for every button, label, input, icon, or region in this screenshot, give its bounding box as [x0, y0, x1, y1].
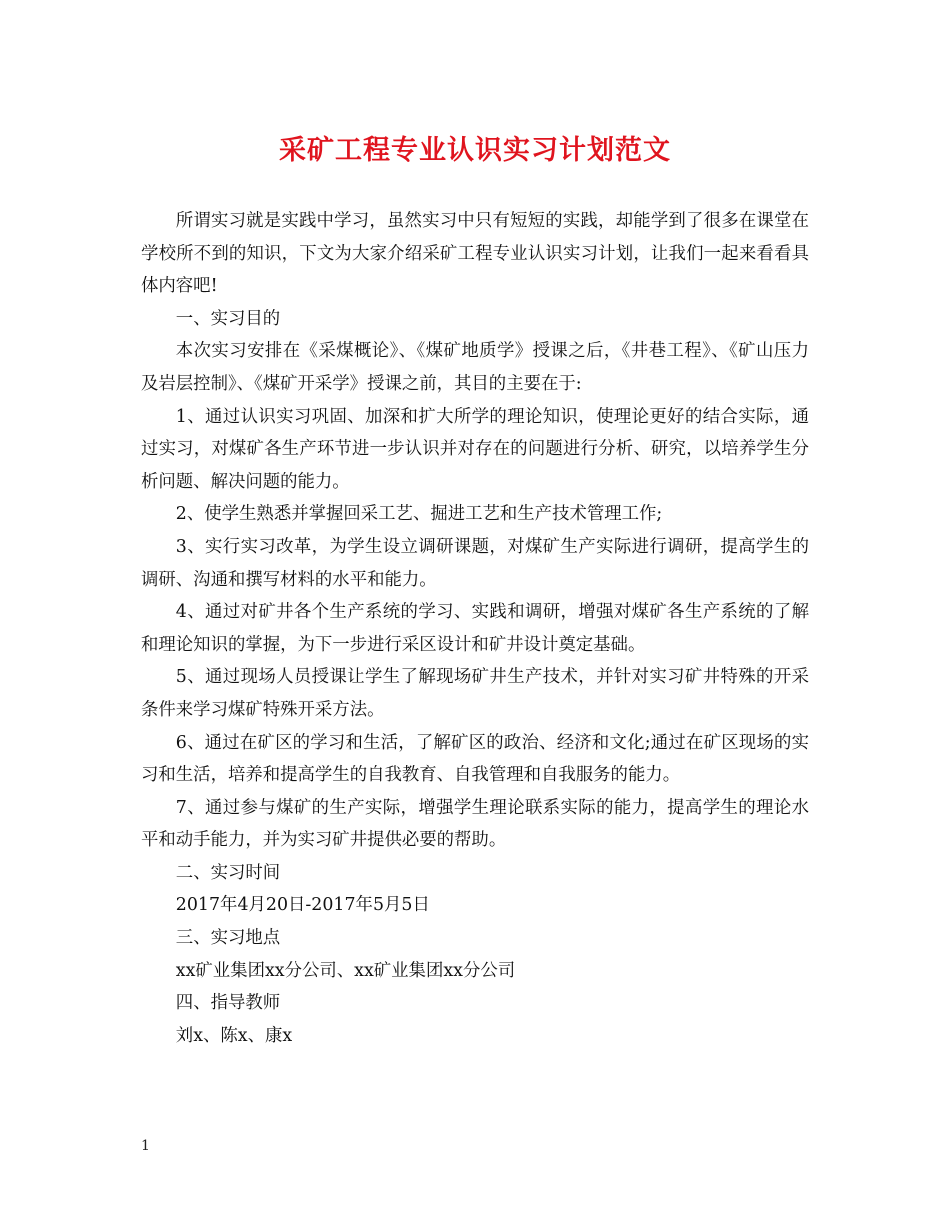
- purpose-paragraph: 本次实习安排在《采煤概论》、《煤矿地质学》授课之后，《井巷工程》、《矿山压力及岩层控制》、《煤矿开采学》授课之前，其目的主要在于:: [141, 341, 809, 394]
- document-body: [141, 205, 809, 1052]
- purpose-item-7: 7、通过参与煤矿的生产实际，增强学生理论联系实际的能力，提高学生的理论水平和动手能力，并为实习矿井提供必要的帮助。: [141, 797, 809, 851]
- document-title: 采矿工程专业认识实习计划范文: [279, 135, 671, 166]
- purpose-item-6: 6、通过在矿区的学习和生活，了解矿区的政治、经济和文化;通过在矿区现场的实习和生活，培养和提高学生的自我教育、自我管理和自我服务的能力。: [141, 732, 809, 786]
- purpose-item-5: 5、通过现场人员授课让学生了解现场矿井生产技术，并针对实习矿井特殊的开采条件来学习煤矿特殊开采方法。: [141, 667, 809, 720]
- purpose-item-4: 4、通过对矿井各个生产系统的学习、实践和调研，增强对煤矿各生产系统的了解和理论知识的掌握，为下一步进行采区设计和矿井设计奠定基础。: [141, 602, 809, 655]
- time-value: 2017年4月20日-2017年5月5日: [175, 895, 430, 916]
- purpose-item-1: 1、通过认识实习巩固、加深和扩大所学的理论知识，使理论更好的结合实际，通过实习，对煤矿各生产环节进一步认识并对存在的问题进行分析、研究，以培养学生分析问题、解决问题的能力。: [141, 406, 809, 492]
- section-heading-teachers: 四、指导教师: [175, 993, 281, 1014]
- section-heading-time: 二、实习时间: [175, 862, 281, 883]
- teachers-value: 刘x、陈x、康x: [175, 1025, 293, 1046]
- intro-paragraph: 所谓实习就是实践中学习，虽然实习中只有短短的实践，却能学到了很多在课堂在学校所不到的知识，下文为大家介绍采矿工程专业认识实习计划，让我们一起来看看具体内容吧!: [141, 211, 809, 297]
- section-heading-location: 三、实习地点: [175, 928, 281, 949]
- location-value: xx矿业集团xx分公司、xx矿业集团xx分公司: [175, 960, 516, 981]
- page-number: 1: [141, 1138, 150, 1154]
- section-heading-purpose: 一、实习目的: [175, 308, 281, 329]
- purpose-item-2: 2、使学生熟悉并掌握回采工艺、掘进工艺和生产技术管理工作;: [175, 504, 663, 525]
- purpose-item-3: 3、实行实习改革，为学生设立调研课题，对煤矿生产实际进行调研，提高学生的调研、沟通和撰写材料的水平和能力。: [141, 536, 809, 590]
